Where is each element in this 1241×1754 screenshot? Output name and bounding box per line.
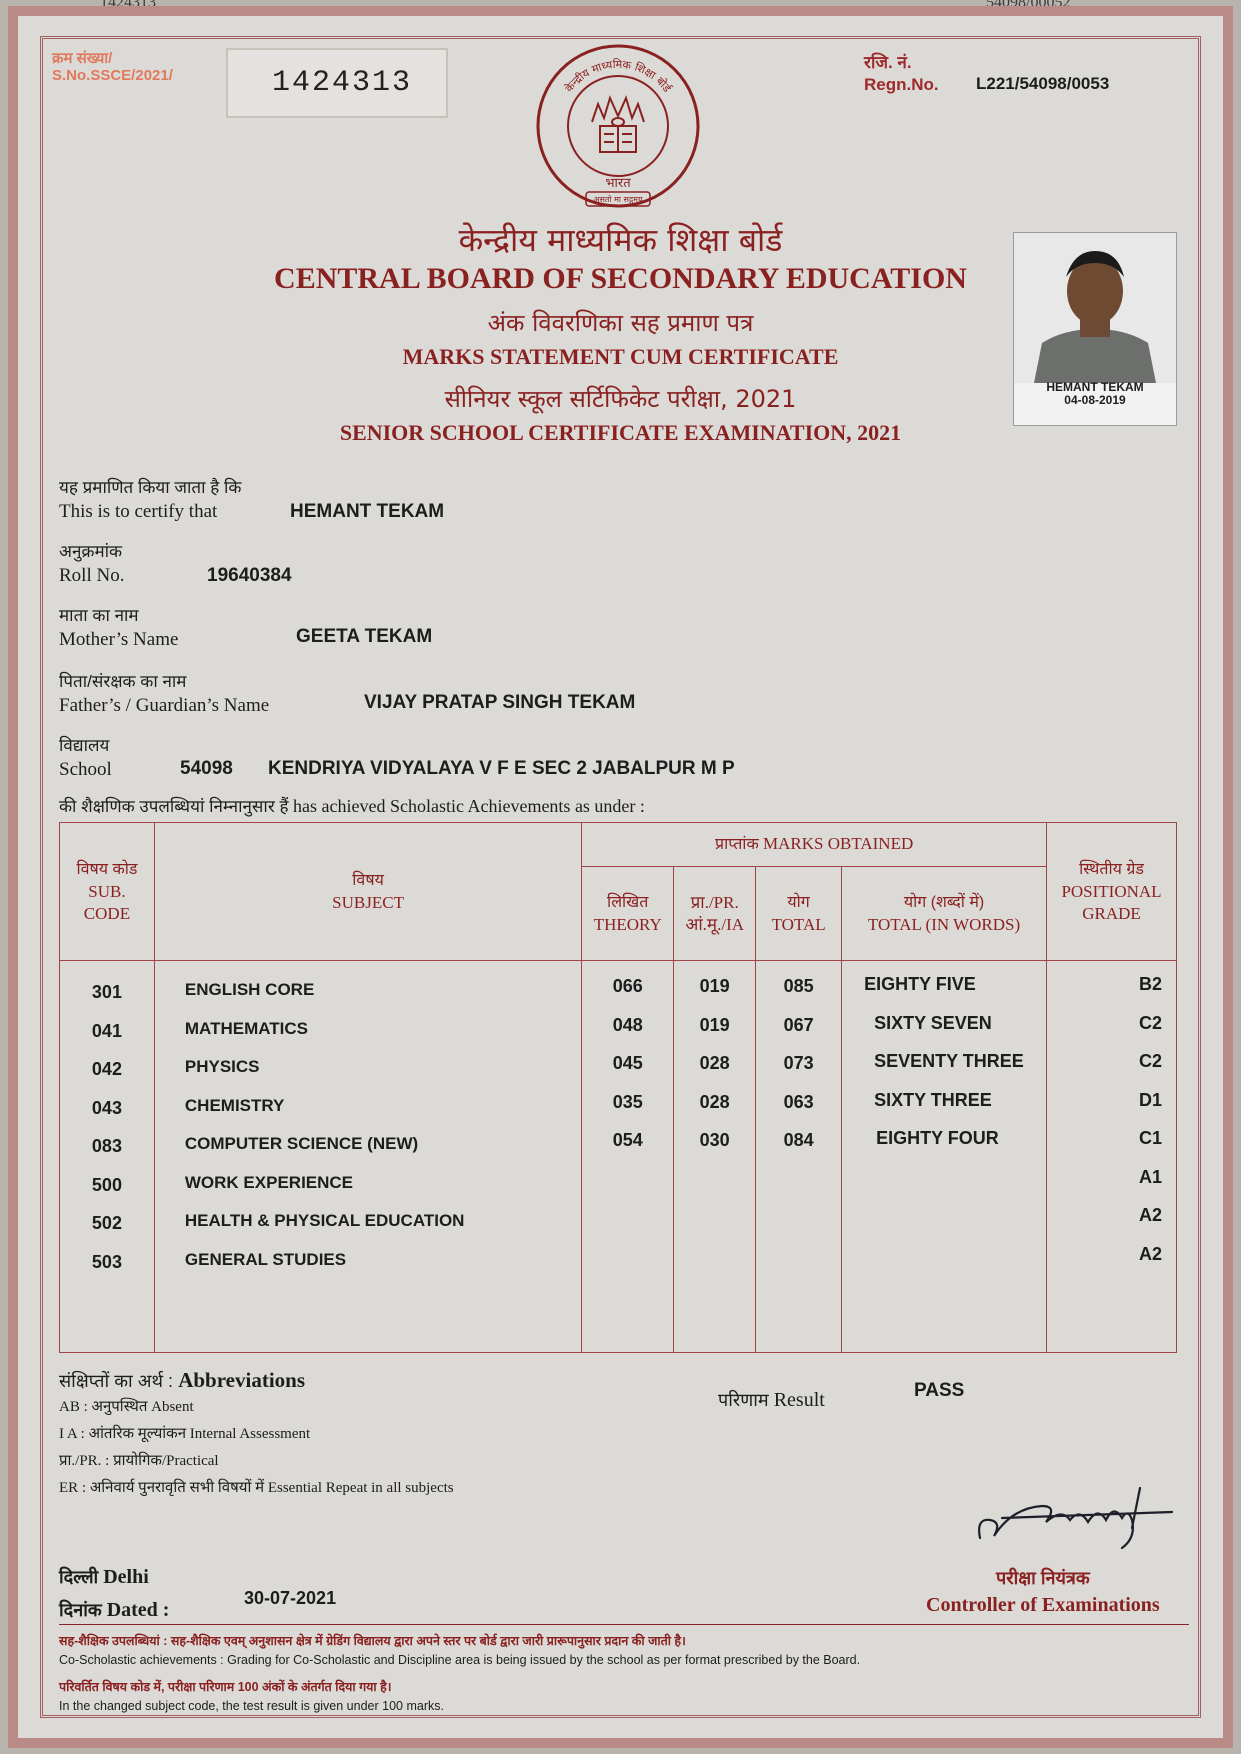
footer-divider (59, 1624, 1189, 1625)
subject-code: 083 (91, 1136, 122, 1156)
grade: C2 (1138, 1012, 1162, 1033)
header-code-en1: SUB. (88, 881, 126, 901)
abbr-practical: प्रा./PR. : प्रायोगिक/Practical (59, 1453, 219, 1469)
father-label-en: Father’s / Guardian’s Name (59, 695, 270, 716)
subject-name: COMPUTER SCIENCE (NEW) (184, 1134, 419, 1153)
person-photo-icon (1014, 233, 1176, 383)
header-grade-en1: POSITIONAL (1061, 881, 1162, 901)
subject-name: GENERAL STUDIES (184, 1249, 347, 1269)
achievements-hi: की शैक्षणिक उपलब्धियां निम्नानुसार हैं (59, 797, 289, 816)
abbr-internal-assessment: I A : आंतरिक मूल्यांकन Internal Assessment (59, 1426, 311, 1442)
dated-label (59, 1598, 169, 1622)
roll-number: 19640384 (207, 565, 292, 586)
subject-code: 041 (91, 1020, 122, 1041)
header-sub-code (60, 823, 155, 961)
header-marks-obtained (582, 823, 1047, 867)
header-grade-en2: GRADE (1082, 903, 1141, 923)
roll-label-en: Roll No. (59, 565, 125, 586)
footer-changed-code-hi: परिवर्तित विषय कोड में, परीक्षा परिणाम 100 अंकों के अंतर्गत दिया गया है। (59, 1680, 392, 1694)
total-mark: 084 (783, 1130, 814, 1150)
col-subjects (154, 961, 581, 1353)
result-value: PASS (914, 1380, 965, 1401)
header-pr: प्रा./PR. (690, 892, 739, 912)
footer-coscholastic-en: Co-Scholastic achievements : Grading for Co-Scholastic and Discipline area is being issued by the school as per format prescribed by the Board. (59, 1653, 861, 1667)
achievements-en: has achieved Scholastic Achievements as under : (293, 796, 645, 816)
subject-name: MATHEMATICS (184, 1018, 308, 1038)
total-in-words: SEVENTY THREE (874, 1051, 1024, 1071)
place-label (59, 1565, 149, 1589)
serial-number-box: 1424313 (226, 48, 448, 118)
theory-mark: 054 (612, 1130, 643, 1150)
serial-label-hi: क्रम संख्या/ (52, 50, 113, 67)
practical-mark: 028 (699, 1053, 730, 1073)
theory-mark: 048 (612, 1014, 643, 1035)
header-total (756, 867, 842, 961)
abbreviations-title (59, 1368, 454, 1393)
controller-title-en: Controller of Examinations (926, 1594, 1160, 1616)
footer-notes (59, 1632, 860, 1716)
candidate-name: HEMANT TEKAM (290, 501, 445, 522)
total-mark: 067 (783, 1014, 814, 1035)
photo-stamp-date: 04-08-2019 (1064, 393, 1126, 407)
total-mark: 085 (783, 976, 814, 996)
serial-label-en: S.No.SSCE/2021/ (52, 67, 173, 84)
cbse-emblem-icon (534, 42, 702, 210)
marks-table (59, 822, 1177, 1353)
practical-mark: 019 (699, 1014, 730, 1035)
header-marks-hi: प्राप्तांक (715, 836, 759, 853)
total-in-words: EIGHTY FIVE (864, 974, 976, 994)
certify-label (59, 476, 241, 524)
col-codes (60, 961, 155, 1353)
certify-label-en: This is to certify that (59, 501, 218, 522)
subject-code: 502 (91, 1213, 122, 1233)
date-value: 30-07-2021 (244, 1588, 337, 1608)
theory-mark: 035 (612, 1091, 643, 1112)
header-words-hi: योग (शब्दों में) (903, 893, 985, 911)
school-label-en: School (59, 759, 112, 780)
result-label (718, 1388, 825, 1412)
subject-name: HEALTH & PHYSICAL EDUCATION (184, 1211, 465, 1230)
total-in-words: EIGHTY FOUR (876, 1128, 999, 1148)
subjects-body-row (60, 961, 1177, 1353)
board-name-hindi: केन्द्रीय माध्यमिक शिक्षा बोर्ड (458, 221, 783, 259)
achievements-line (59, 794, 645, 817)
result-label-hi: परिणाम (718, 1390, 769, 1410)
col-grades (1047, 961, 1177, 1353)
header-marks-en: MARKS OBTAINED (763, 834, 914, 853)
place-en: Delhi (103, 1566, 149, 1588)
total-in-words: SIXTY SEVEN (874, 1012, 992, 1033)
father-label (59, 670, 269, 718)
registration-label-hi: रजि. नं. (864, 53, 912, 72)
col-theory (582, 961, 674, 1353)
candidate-photo (1013, 232, 1177, 426)
mother-label-hi: माता का नाम (59, 606, 139, 625)
theory-mark: 045 (612, 1053, 643, 1073)
grade: B2 (1138, 974, 1162, 994)
grade: C1 (1138, 1128, 1162, 1148)
header-ia: आं.मू./IA (685, 914, 745, 934)
exam-name-english: SENIOR SCHOOL CERTIFICATE EXAMINATION, 2021 (339, 420, 902, 445)
school-label-hi: विद्यालय (59, 736, 110, 755)
total-in-words: SIXTY THREE (874, 1089, 992, 1110)
board-name-english: CENTRAL BOARD OF SECONDARY EDUCATION (274, 262, 967, 295)
header-subject (154, 823, 581, 961)
svg-text:असतो मा सद्गमय: असतो मा सद्गमय (593, 195, 643, 204)
footer-coscholastic-hi: सह-शैक्षिक उपलब्धियां : सह-शैक्षिक एवम् अनुशासन क्षेत्र में ग्रेडिंग विद्यालय द्वारा अपने स्तर पर बोर्ड द्वारा जारी प्रारूपानुसार प्रदान की जाती है। (59, 1634, 686, 1648)
grade: C2 (1138, 1051, 1162, 1071)
theory-mark: 066 (612, 976, 643, 996)
abbreviations-title-hi: संक्षिप्तों का अर्थ : (59, 1371, 173, 1391)
roll-label-hi: अनुक्रमांक (59, 542, 123, 561)
document-type-hindi: अंक विवरणिका सह प्रमाण पत्र (487, 309, 754, 337)
registration-label (864, 52, 939, 96)
subject-code: 500 (91, 1174, 122, 1195)
header-subject-en: SUBJECT (332, 892, 404, 912)
header-total-en: TOTAL (771, 914, 826, 934)
col-total (756, 961, 842, 1353)
registration-number: L221/54098/0053 (976, 74, 1110, 93)
controller-title-hi: परीक्षा नियंत्रक (996, 1568, 1090, 1588)
abbr-absent: AB : अनुपस्थित Absent (59, 1399, 194, 1415)
abbreviations-block (59, 1368, 454, 1499)
total-mark: 063 (783, 1091, 814, 1112)
header-code-hi: विषय कोड (76, 860, 138, 878)
school-code: 54098 (180, 758, 233, 779)
document-type-english: MARKS STATEMENT CUM CERTIFICATE (402, 344, 839, 369)
mother-label (59, 604, 178, 652)
header-total-words (842, 867, 1047, 961)
roll-label (59, 540, 124, 588)
grade: A2 (1138, 1243, 1162, 1264)
abbr-essential-repeat: ER : अनिवार्य पुनरावृति सभी विषयों में Essential Repeat in all subjects (59, 1480, 454, 1496)
header-grade-hi: स्थितीय ग्रेड (1079, 860, 1144, 878)
header-pr-ia (674, 867, 756, 961)
subject-code: 503 (91, 1251, 122, 1272)
school-name: KENDRIYA VIDYALAYA V F E SEC 2 JABALPUR M P (268, 758, 735, 779)
registration-label-en: Regn.No. (864, 75, 939, 94)
subject-name: WORK EXPERIENCE (184, 1172, 354, 1192)
subject-name: ENGLISH CORE (184, 980, 315, 999)
header-theory-en: THEORY (593, 914, 662, 934)
total-mark: 073 (783, 1053, 814, 1073)
subject-code: 042 (91, 1059, 122, 1079)
header-subject-hi: विषय (352, 871, 384, 889)
abbreviations-title-en: Abbreviations (178, 1368, 306, 1392)
result-label-en: Result (773, 1389, 825, 1411)
exam-name-hindi: सीनियर स्कूल सर्टिफिकेट परीक्षा, 2021 (444, 385, 797, 413)
grade: A2 (1138, 1205, 1162, 1225)
mother-label-en: Mother’s Name (59, 629, 179, 650)
svg-text:केन्द्रीय माध्यमिक शिक्षा बोर्: केन्द्रीय माध्यमिक शिक्षा बोर्ड (562, 57, 674, 95)
subject-name: PHYSICS (184, 1057, 260, 1076)
place-hi: दिल्ली (59, 1567, 99, 1587)
dated-en: Dated : (106, 1599, 170, 1621)
subject-code: 043 (91, 1097, 122, 1118)
header-theory (582, 867, 674, 961)
header-grade (1047, 823, 1177, 961)
mother-name: GEETA TEKAM (296, 626, 433, 647)
col-practical (674, 961, 756, 1353)
header-code-en2: CODE (83, 903, 131, 923)
svg-text:भारत: भारत (605, 176, 631, 191)
header-theory-hi: लिखित (607, 893, 649, 911)
dated-hi: दिनांक (59, 1600, 102, 1620)
footer-changed-code-en: In the changed subject code, the test result is given under 100 marks. (59, 1699, 444, 1713)
father-name: VIJAY PRATAP SINGH TEKAM (364, 692, 636, 713)
header-words-en: TOTAL (IN WORDS) (867, 914, 1021, 934)
header-row-top (60, 823, 1177, 867)
father-label-hi: पिता/संरक्षक का नाम (59, 672, 187, 691)
practical-mark: 028 (699, 1091, 730, 1112)
serial-label (52, 50, 173, 84)
subject-name: CHEMISTRY (184, 1095, 285, 1115)
certify-label-hi: यह प्रमाणित किया जाता है कि (59, 478, 242, 497)
practical-mark: 030 (699, 1130, 730, 1150)
school-label (59, 734, 112, 782)
grade: D1 (1138, 1089, 1162, 1110)
controller-signature-icon (972, 1478, 1192, 1558)
practical-mark: 019 (699, 976, 730, 996)
header-total-hi: योग (787, 893, 810, 911)
photo-stamp-name: HEMANT TEKAM (1046, 380, 1144, 394)
grade: A1 (1138, 1166, 1162, 1187)
subject-code: 301 (91, 982, 122, 1002)
col-total-words (842, 961, 1047, 1353)
